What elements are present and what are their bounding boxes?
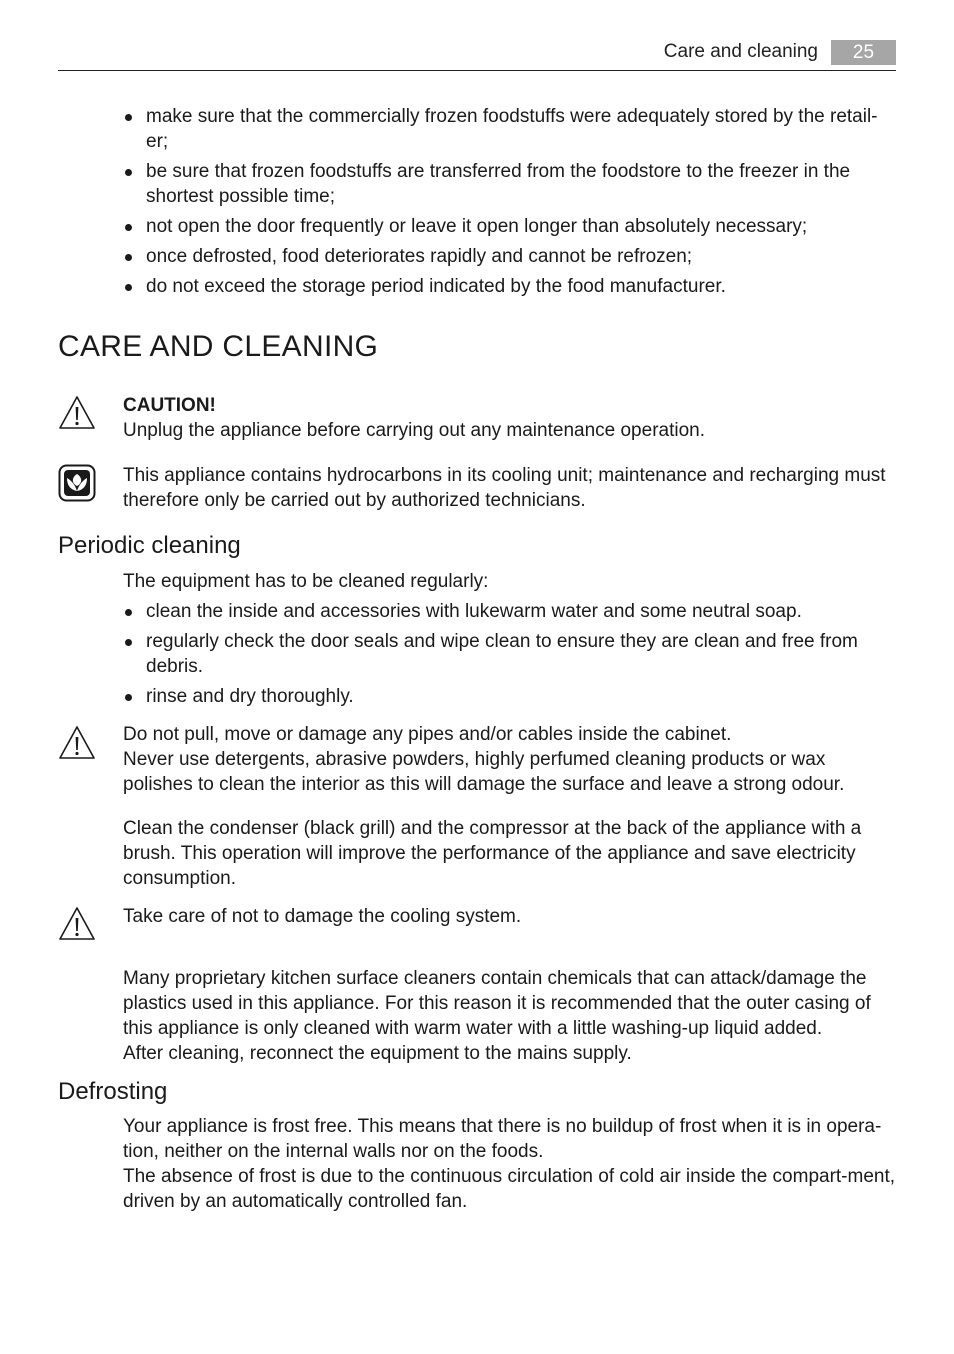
warning-pipes-text: Do not pull, move or damage any pipes and/or cables inside the cabinet. <box>123 724 732 745</box>
warning-triangle-icon <box>58 394 96 432</box>
caution-label: CAUTION! <box>123 395 216 416</box>
list-item: not open the door frequently or leave it open longer than absolutely necessary; <box>123 214 896 239</box>
list-item: rinse and dry thoroughly. <box>123 684 896 709</box>
warning-cooling-text: Take care of not to damage the cooling system. <box>123 906 522 927</box>
section-title: CARE AND CLEANING <box>58 330 379 363</box>
environment-flower-icon <box>58 464 96 502</box>
periodic-intro: The equipment has to be cleaned regularly: <box>123 571 489 592</box>
intro-bullet-list <box>123 104 896 304</box>
list-item: do not exceed the storage period indicated by the food manufacturer. <box>123 274 896 299</box>
defrosting-block <box>123 1114 896 1214</box>
reconnect-paragraph: After cleaning, reconnect the equipment to the mains supply. <box>123 1043 632 1064</box>
environment-note: This appliance contains hydrocarbons in its cooling unit; maintenance and recharging must therefore only be carried out by authorized technicians. <box>123 465 886 511</box>
cleaners-block <box>123 966 896 1066</box>
defrosting-heading: Defrosting <box>58 1078 168 1105</box>
running-header-title: Care and cleaning <box>663 41 818 62</box>
caution-text: Unplug the appliance before carrying out any maintenance operation. <box>123 420 705 441</box>
cleaners-paragraph: Many proprietary kitchen surface cleaners contain chemicals that can attack/damage the plastics used in this appliance. For this reason it is recommended that the outer casing of this appliance is only cleaned with warm water with a little washing-up liquid added. <box>123 968 871 1039</box>
list-item: once defrosted, food deteriorates rapidly and cannot be refrozen; <box>123 244 896 269</box>
periodic-bullet-list <box>123 599 896 714</box>
list-item: be sure that frozen foodstuffs are transferred from the foodstore to the freezer in the shortest possible time; <box>123 159 896 209</box>
defrosting-paragraph-1: Your appliance is frost free. This means that there is no buildup of frost when it is in opera-tion, neither on the internal walls nor on the foods. <box>123 1116 882 1162</box>
defrosting-paragraph-2: The absence of frost is due to the continuous circulation of cold air inside the compart-ment, driven by an automatically controlled fan. <box>123 1166 896 1212</box>
warning-detergents-text: Never use detergents, abrasive powders, highly perfumed cleaning products or wax polishes to clean the interior as this will damage the surface and leave a strong odour. <box>123 749 845 795</box>
periodic-cleaning-heading: Periodic cleaning <box>58 532 241 559</box>
warning-triangle-icon <box>58 724 96 762</box>
list-item: regularly check the door seals and wipe clean to ensure they are clean and free from debris. <box>123 629 896 679</box>
list-item: clean the inside and accessories with lukewarm water and some neutral soap. <box>123 599 896 624</box>
list-item: make sure that the commercially frozen foodstuffs were adequately stored by the retail-er; <box>123 104 896 154</box>
caution-block <box>123 393 896 443</box>
warning-triangle-icon <box>58 905 96 943</box>
condenser-paragraph: Clean the condenser (black grill) and the compressor at the back of the appliance with a brush. This operation will improve the performance of the appliance and save electricity consumption. <box>123 818 862 889</box>
warning-pipes-block <box>123 722 896 797</box>
page-number-badge: 25 <box>831 40 896 65</box>
header-rule <box>58 70 896 71</box>
